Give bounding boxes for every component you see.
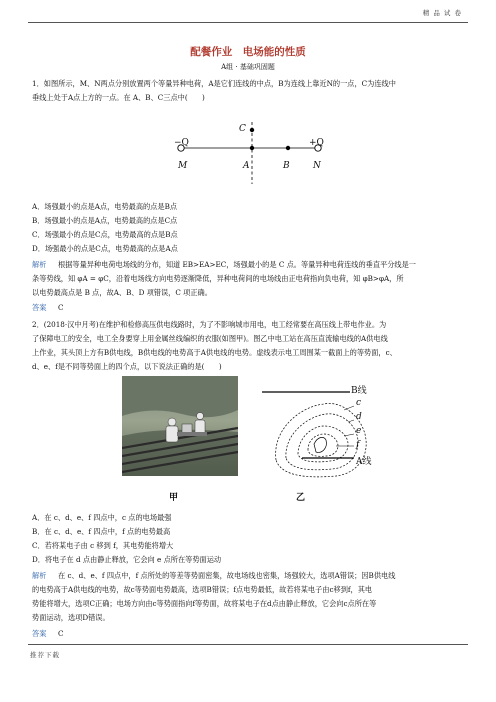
- q2-option-d: D．将电子在 d 点由静止释放，它会向 e 点所在等势面运动: [32, 555, 222, 564]
- q1-analysis-line1: 根据等量异种电荷电场线的分布，知道 EB>EA>EC，场强最小的是 C 点。等量异种电荷连线的垂直平分线是一: [58, 260, 416, 269]
- caption-yi: 乙: [296, 493, 306, 503]
- page-title: 配餐作业 电场能的性质: [190, 46, 306, 58]
- label-plus-q: +Q: [309, 138, 324, 148]
- point-B: [286, 146, 290, 150]
- label-C: C: [239, 124, 246, 134]
- q1-analysis-label: 解析: [32, 260, 47, 269]
- q1-answer: C: [58, 303, 64, 312]
- label-B-line: B线: [351, 386, 367, 396]
- point-A: [250, 146, 254, 150]
- label-c: c: [356, 398, 362, 408]
- q1-analysis-line2: 条等势线，知 φA = φC，沿着电场线方向电势逐渐降低，异种电荷间的电场线由正电荷指向负电荷，知 φB>φA，所: [32, 274, 404, 283]
- photo-jia: [122, 376, 238, 476]
- q2-stem-line3: 上作业，其头顶上方有B供电线，B供电线的电势高于A供电线的电势。虚线表示电工周围某一截面上的等势面，c、: [32, 348, 397, 357]
- label-e: e: [356, 426, 362, 436]
- q2-stem-line4: d、e、f是不同等势面上的四个点，以下说法正确的是( ): [32, 362, 222, 371]
- q1-stem-line1: 1．如图所示，M、N两点分别放置两个等量异种电荷，A是它们连线的中点，B为连线上靠近N的一点，C为连线中: [32, 79, 396, 88]
- q1-answer-label: 答案: [32, 303, 47, 312]
- label-f: f: [356, 440, 360, 450]
- label-d: d: [356, 412, 362, 422]
- footer-rule: [28, 644, 468, 645]
- header-rule: [28, 22, 468, 23]
- q1-charge-diagram: [170, 118, 350, 190]
- q1-option-a: A．场强最小的点是A点，电势最高的点是B点: [32, 202, 178, 211]
- header-label: 精 品 试 卷: [422, 9, 462, 17]
- equipotential-d: [286, 414, 358, 470]
- q2-stem-line1: 2．(2018·汉中月考)在维护和检修高压供电线路时，为了不影响城市用电，电工经常要在高压线上带电作业。为: [32, 320, 387, 329]
- label-A: A: [243, 161, 250, 171]
- q2-analysis-line1: 在 c、d、e、f 四点中，f 点所处的等差等势面密集，故电场线也密集，场强较大，选项A错误；因B供电线: [58, 571, 396, 580]
- q1-option-b: B．场强最小的点是A点，电势最高的点是C点: [32, 216, 178, 225]
- q1-option-d: D．场强最小的点是C点，电势最高的点是A点: [32, 244, 178, 253]
- q2-analysis-line2: 的电势高于A供电线的电势，故c等势面电势最高，选项B错误；f点电势最低，故若将某电子由c移到f，其电: [32, 585, 373, 594]
- section-subtitle: A组 · 基础巩固题: [221, 63, 275, 71]
- label-A-line: A线: [356, 457, 372, 467]
- q2-option-c: C．若将某电子由 c 移到 f，其电势能将增大: [32, 541, 174, 550]
- label-N: N: [313, 161, 321, 171]
- label-minus-q: −Q: [174, 138, 189, 148]
- q2-answer: C: [58, 629, 64, 638]
- q1-option-c: C．场强最小的点是C点，电势最高的点是B点: [32, 230, 178, 239]
- q2-option-a: A．在 c、d、e、f 四点中，c 点的电场最强: [32, 513, 172, 522]
- q1-stem-line2: 垂线上处于A点上方的一点。在 A、B、C三点中( ): [32, 93, 205, 102]
- q2-analysis-line3: 势能将增大，选项C正确；电场方向由c等势面指向f等势面，故将某电子在d点由静止释放，它会向c点所在等: [32, 599, 377, 608]
- footer-label: 推荐下载: [30, 651, 60, 659]
- caption-jia: 甲: [169, 493, 179, 503]
- label-B: B: [283, 161, 290, 171]
- q2-stem-line2: 了保障电工的安全，电工全身要穿上用金属丝线编织的衣服(如图甲)。图乙中电工站在高压直流输电线的A供电线: [32, 334, 388, 343]
- q2-answer-label: 答案: [32, 629, 47, 638]
- label-M: M: [178, 161, 188, 171]
- worker-outline: [314, 437, 326, 452]
- q2-option-b: B．在 c、d、e、f 四点中，f 点的电势最高: [32, 527, 171, 536]
- q1-analysis-line3: 以电势最高点是 B 点，故A、B、D 项错误，C 项正确。: [32, 288, 212, 297]
- q2-analysis-line4: 势面运动，选项D错误。: [32, 613, 110, 622]
- q2-analysis-label: 解析: [32, 571, 47, 580]
- point-C: [250, 128, 254, 132]
